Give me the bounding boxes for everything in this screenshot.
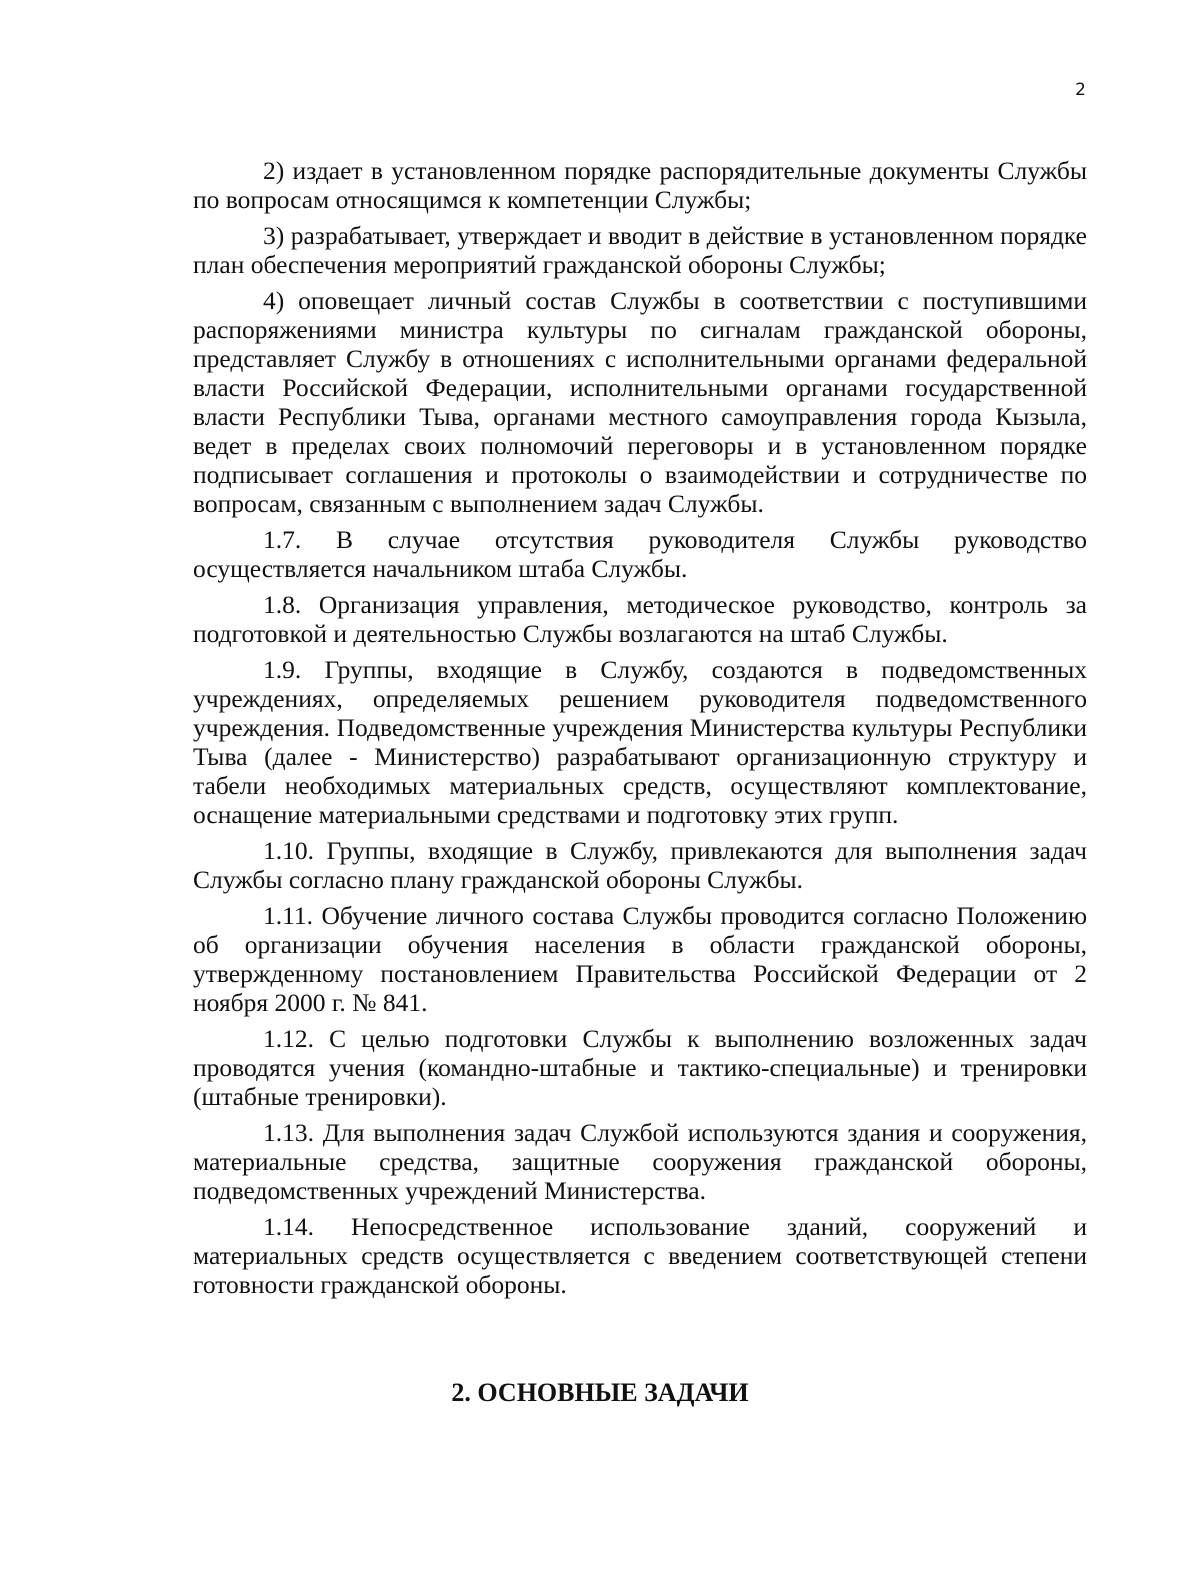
page-number: 2 (1075, 80, 1086, 100)
paragraph-1-9: 1.9. Группы, входящие в Службу, создаются в подведомственных учреждениях, определяемых решением руководителя подведомственного учреждения. Подведомственные учреждения Министерства культуры Республики Тыва (далее - Министерство) разрабатывают организационную структуру и табели необходимых материальных средств, осуществляют комплектование, оснащение материальными средствами и подготовку этих групп. (193, 655, 1087, 829)
paragraph-1-8: 1.8. Организация управления, методическое руководство, контроль за подготовкой и деятельностью Службы возлагаются на штаб Службы. (193, 590, 1087, 648)
paragraph-1-14: 1.14. Непосредственное использование зданий, сооружений и материальных средств осуществляется с введением соответствующей степени готовности гражданской обороны. (193, 1212, 1087, 1299)
document-body (193, 156, 1087, 1306)
paragraph-1-12: 1.12. С целью подготовки Службы к выполнению возложенных задач проводятся учения (командно-штабные и тактико-специальные) и тренировки (штабные тренировки). (193, 1024, 1087, 1111)
paragraph-1-10: 1.10. Группы, входящие в Службу, привлекаются для выполнения задач Службы согласно плану гражданской обороны Службы. (193, 836, 1087, 894)
section-heading: 2. ОСНОВНЫЕ ЗАДАЧИ (451, 1378, 749, 1407)
paragraph-item-2: 2) издает в установленном порядке распорядительные документы Службы по вопросам относящимся к компетенции Службы; (193, 156, 1087, 214)
paragraph-1-11: 1.11. Обучение личного состава Службы проводится согласно Положению об организации обучения населения в области гражданской обороны, утвержденному постановлением Правительства Российской Федерации от 2 ноября 2000 г. № 841. (193, 901, 1087, 1017)
paragraph-1-13: 1.13. Для выполнения задач Службой используются здания и сооружения, материальные средства, защитные сооружения гражданской обороны, подведомственных учреждений Министерства. (193, 1118, 1087, 1205)
paragraph-1-7: 1.7. В случае отсутствия руководителя Службы руководство осуществляется начальником штаба Службы. (193, 525, 1087, 583)
paragraph-item-3: 3) разрабатывает, утверждает и вводит в действие в установленном порядке план обеспечения мероприятий гражданской обороны Службы; (193, 221, 1087, 279)
paragraph-item-4: 4) оповещает личный состав Службы в соответствии с поступившими распоряжениями министра культуры по сигналам гражданской обороны, представляет Службу в отношениях с исполнительными органами федеральной власти Российской Федерации, исполнительными органами государственной власти Республики Тыва, органами местного самоуправления города Кызыла, ведет в пределах своих полномочий переговоры и в установленном порядке подписывает соглашения и протоколы о взаимодействии и сотрудничестве по вопросам, связанным с выполнением задач Службы. (193, 286, 1087, 518)
